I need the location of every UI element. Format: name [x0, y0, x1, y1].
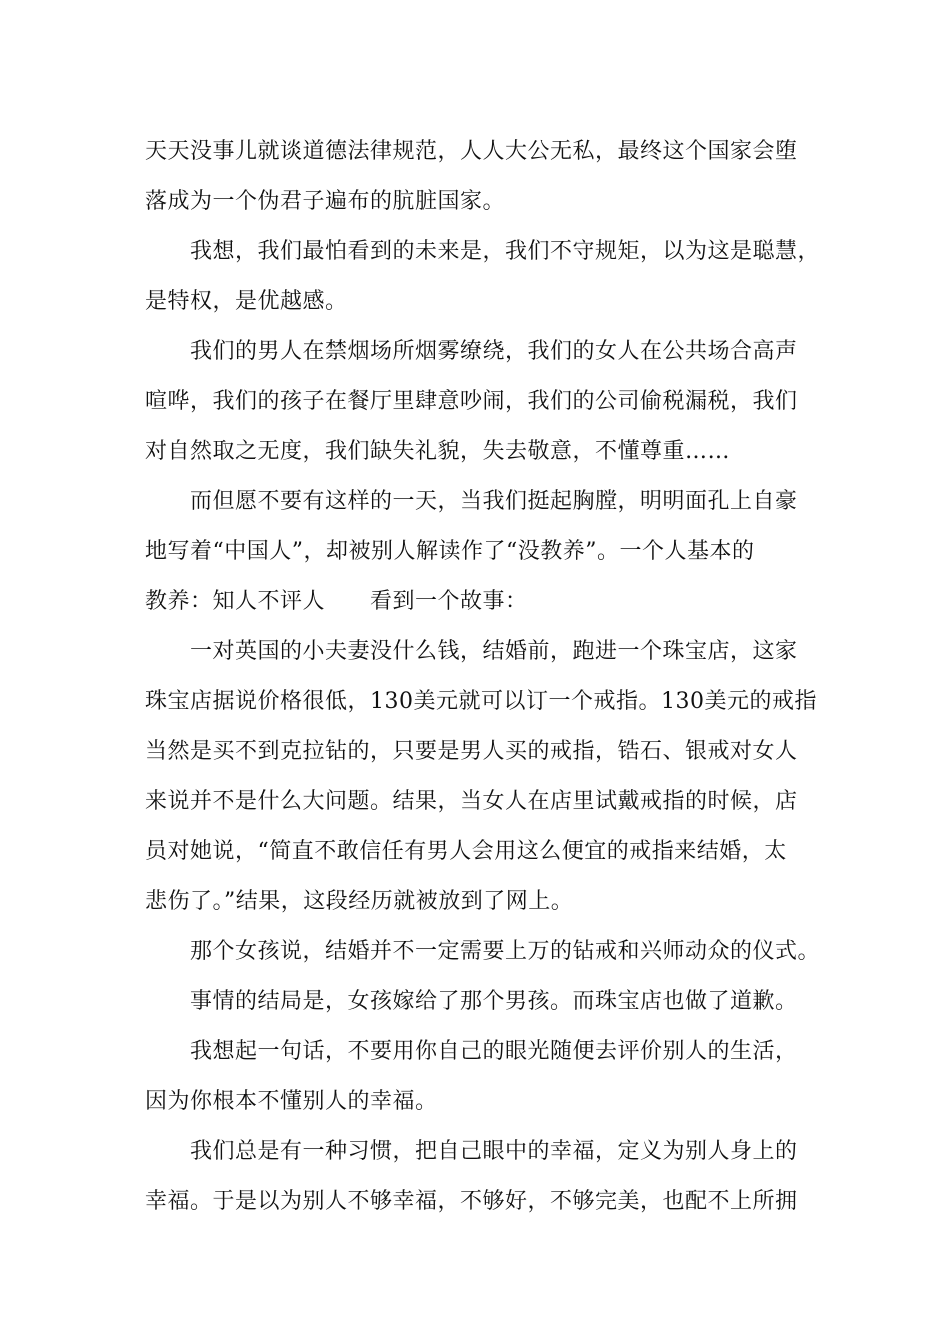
text-line: 教养：知人不评人 看到一个故事： [145, 589, 528, 614]
text-line: 悲伤了。”结果，这段经历就被放到了网上。 [145, 889, 574, 914]
text-line: 来说并不是什么大问题。结果，当女人在店里试戴戒指的时候，店 [145, 789, 798, 814]
text-line: 我们的男人在禁烟场所烟雾缭绕，我们的女人在公共场合高声 [190, 339, 798, 364]
text-line: 喧哗，我们的孩子在餐厅里肆意吵闹，我们的公司偷税漏税，我们 [145, 389, 798, 414]
text-line: 天天没事儿就谈道德法律规范，人人大公无私，最终这个国家会堕 [145, 139, 798, 164]
text-line: 因为你根本不懂别人的幸福。 [145, 1089, 438, 1114]
text-line: 我想起一句话，不要用你自己的眼光随便去评价别人的生活， [190, 1039, 798, 1064]
text-line: 当然是买不到克拉钻的，只要是男人买的戒指，锆石、银戒对女人 [145, 739, 798, 764]
text-line: 员对她说，“简直不敢信任有男人会用这么便宜的戒指来结婚，太 [145, 839, 787, 864]
text-line: 我想，我们最怕看到的未来是，我们不守规矩，以为这是聪慧， [190, 239, 821, 264]
text-line: 我们总是有一种习惯，把自己眼中的幸福，定义为别人身上的 [190, 1139, 798, 1164]
text-line: 落成为一个伪君子遍布的肮脏国家。 [145, 189, 506, 214]
text-line: 珠宝店据说价格很低，130美元就可以订一个戒指。130美元的戒指 [145, 689, 817, 714]
text-line: 对自然取之无度，我们缺失礼貌，失去敬意，不懂尊重…… [145, 439, 731, 464]
body-text [145, 127, 821, 1227]
text-line: 地写着“中国人”，却被别人解读作了“没教养”。一个人基本的 [145, 539, 755, 564]
text-line: 而但愿不要有这样的一天，当我们挺起胸膛，明明面孔上自豪 [190, 489, 798, 514]
text-line: 是特权，是优越感。 [145, 289, 348, 314]
text-line: 那个女孩说，结婚并不一定需要上万的钻戒和兴师动众的仪式。 [190, 939, 821, 964]
text-line: 一对英国的小夫妻没什么钱，结婚前，跑进一个珠宝店，这家 [190, 639, 798, 664]
text-line: 事情的结局是，女孩嫁给了那个男孩。而珠宝店也做了道歉。 [190, 989, 798, 1014]
text-line: 幸福。于是以为别人不够幸福，不够好，不够完美，也配不上所拥 [145, 1189, 798, 1214]
